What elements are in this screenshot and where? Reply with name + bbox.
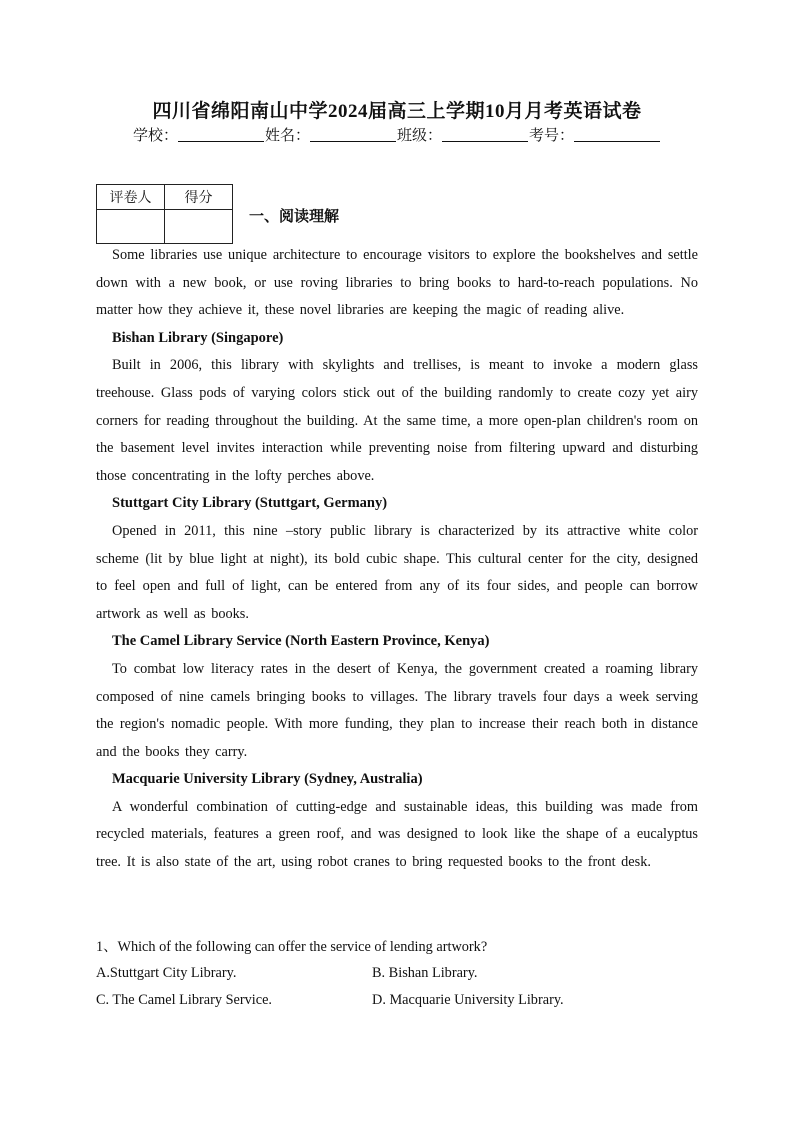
grader-header: 评卷人 xyxy=(97,185,165,210)
question-1-stem: 1、Which of the following can offer the service of lending artwork? xyxy=(96,939,488,955)
option-d[interactable]: D. Macquarie University Library. xyxy=(372,992,564,1008)
library-text-camel: To combat low literacy rates in the desert of Kenya, the government created a roaming library composed of nine camels bringing books to villages. The library travels four days a week serving the region's nomadic people. With more funding, they plan to increase their reach both in distance and the books they carry. xyxy=(96,660,698,760)
exam-number-label: 考号： xyxy=(529,128,575,144)
library-text-bishan: Built in 2006, this library with skylights and trellises, is meant to invoke a modern glass treehouse. Glass pods of varying colors stick out of the building randomly to create cozy yet airy corners for reading throughout the building. At the same time, a more open-plan children's room on the basement level invites interaction while preventing noise from filtering upward and disturbing those concentrating in the lofty perches above. xyxy=(96,357,698,484)
passage-intro: Some libraries use unique architecture to encourage visitors to explore the bookshelves and settle down with a new book, or use roving libraries to bring books to hard-to-reach populations. No matter how they achieve it, these novel libraries are keeping the magic of reading alive. xyxy=(96,247,698,319)
score-table xyxy=(96,184,233,244)
class-label: 班级： xyxy=(397,128,443,144)
school-label: 学校： xyxy=(132,128,178,144)
name-blank xyxy=(310,127,396,142)
library-title-macquarie: Macquarie University Library (Sydney, Australia) xyxy=(112,771,423,788)
class-blank xyxy=(442,127,528,142)
student-info-row xyxy=(0,124,794,145)
library-text-stuttgart: Opened in 2011, this nine –story public library is characterized by its attractive white color scheme (lit by blue light at night), its bold cubic shape. This cultural center for the city, designed to feel open and full of light, can be entered from any of its four sides, and people can borrow artwork as well as books. xyxy=(96,522,698,622)
school-blank xyxy=(178,127,264,142)
name-label: 姓名： xyxy=(264,128,310,144)
reading-passage xyxy=(96,242,698,877)
library-title-bishan: Bishan Library (Singapore) xyxy=(112,329,284,346)
option-a[interactable]: A.Stuttgart City Library. xyxy=(96,965,237,981)
library-title-stuttgart: Stuttgart City Library (Stuttgart, Germany) xyxy=(112,495,388,512)
grader-cell xyxy=(97,210,165,244)
library-title-camel: The Camel Library Service (North Eastern Province, Kenya) xyxy=(112,633,490,650)
option-b[interactable]: B. Bishan Library. xyxy=(372,965,478,981)
option-c[interactable]: C. The Camel Library Service. xyxy=(96,992,273,1008)
section-heading: 一、阅读理解 xyxy=(249,209,340,225)
score-header: 得分 xyxy=(165,185,233,210)
library-text-macquarie: A wonderful combination of cutting-edge and sustainable ideas, this building was made from recycled materials, features a green roof, and was designed to look like the shape of a eucalyptus tree. It is also state of the art, using robot cranes to bring requested books to the front desk. xyxy=(96,798,698,871)
score-cell xyxy=(165,210,233,244)
exam-number-blank xyxy=(574,127,660,142)
exam-title: 四川省绵阳南山中学2024届高三上学期10月月考英语试卷 xyxy=(152,101,642,122)
